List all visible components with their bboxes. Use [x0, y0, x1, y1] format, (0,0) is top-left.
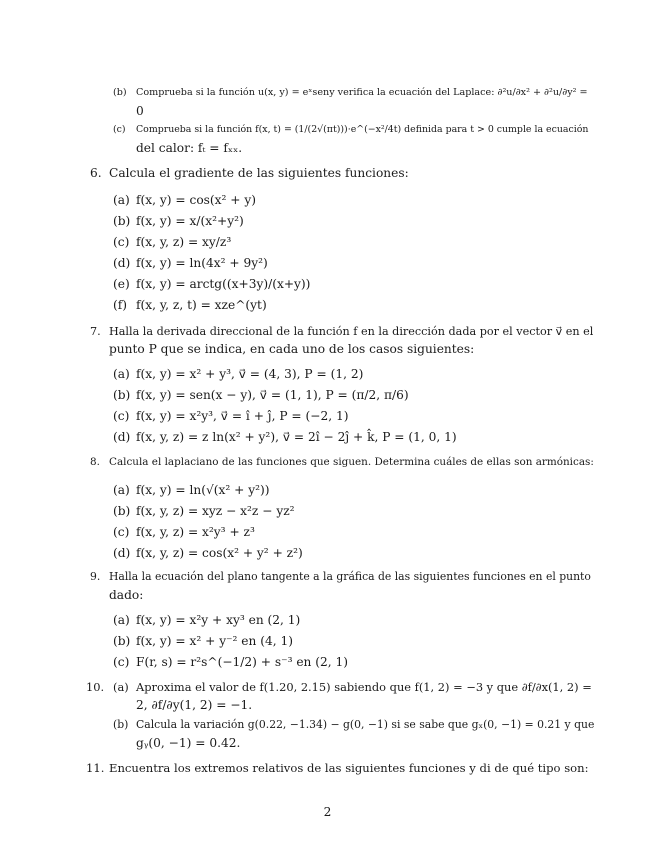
exercise-6-statement — [90, 166, 409, 181]
item-label: (b) — [113, 504, 131, 518]
ex5-item-b-line1 — [113, 87, 588, 99]
item-label: (a) — [113, 613, 130, 627]
ex6-item-b — [113, 214, 244, 229]
item-label: (f) — [113, 298, 128, 312]
ex7-item-a — [113, 367, 363, 382]
exercise-number: 10. — [86, 680, 105, 694]
item-text: f(x, y, z) = cos(x² + y² + z²) — [136, 546, 303, 560]
item-label: (a) — [113, 193, 130, 207]
ex6-item-f — [113, 298, 267, 313]
item-text: f(x, y) = cos(x² + y) — [136, 193, 257, 207]
exercise-7-statement-line2: punto P que se indica, en cada uno de los casos siguientes: — [109, 342, 475, 356]
item-text: f(x, y) = ln(√(x² + y²)) — [136, 483, 270, 497]
statement-text: Calcula el laplaciano de las funciones que siguen. Determina cuáles de ellas son armónicas: — [109, 456, 594, 468]
item-text: Calcula la variación g(0.22, −1.34) − g(0, −1) si se sabe que gₓ(0, −1) = 0.21 y que — [136, 718, 595, 731]
exercise-10-item-a-line2: 2, ∂f/∂y(1, 2) = −1. — [136, 698, 253, 712]
item-label: (e) — [113, 277, 130, 291]
statement-text: Halla la ecuación del plano tangente a la gráfica de las siguientes funciones en el punto — [109, 570, 591, 583]
ex6-item-d — [113, 256, 268, 271]
item-label: (b) — [113, 87, 127, 98]
exercise-number: 8. — [90, 456, 100, 468]
ex8-item-a — [113, 483, 270, 498]
exercise-8-statement — [90, 456, 594, 468]
exercise-number: 11. — [86, 761, 105, 775]
ex6-item-e — [113, 277, 310, 292]
item-label: (b) — [113, 214, 131, 228]
ex5-item-b-line2: 0 — [136, 104, 144, 118]
ex6-item-a — [113, 193, 256, 208]
exercise-number: 9. — [90, 570, 101, 583]
item-text: f(x, y, z) = xy/z³ — [136, 235, 232, 249]
item-text: f(x, y) = x² + y⁻² en (4, 1) — [136, 634, 293, 648]
exercise-10-item-b-line1 — [113, 719, 594, 732]
item-label: (b) — [113, 388, 131, 402]
ex8-item-c — [113, 525, 255, 540]
item-text: f(x, y, z) = xyz − x²z − yz² — [136, 504, 295, 518]
statement-text: Halla la derivada direccional de la función f en la dirección dada por el vector v⃗ en el — [109, 325, 594, 338]
item-label: (c) — [113, 655, 130, 669]
ex9-item-b — [113, 634, 293, 649]
item-text: f(x, y, z) = x²y³ + z³ — [136, 525, 255, 539]
exercise-number: 6. — [90, 166, 102, 180]
item-label: (d) — [113, 256, 131, 270]
statement-text: Calcula el gradiente de las siguientes funciones: — [109, 166, 409, 180]
item-label: (b) — [113, 718, 129, 731]
item-label: (d) — [113, 430, 131, 444]
ex9-item-c — [113, 655, 348, 670]
item-text: Comprueba si la función f(x, t) = (1/(2√(πt)))·e^(−x²/4t) definida para t > 0 cumple la ecuación — [136, 124, 589, 135]
item-label: (c) — [113, 235, 130, 249]
ex7-item-d — [113, 430, 457, 445]
item-text: f(x, y) = x² + y³, v⃗ = (4, 3), P = (1, 2) — [136, 367, 364, 381]
ex8-item-d — [113, 546, 303, 561]
exercise-7-statement-line1 — [90, 325, 593, 338]
item-text: Aproxima el valor de f(1.20, 2.15) sabiendo que f(1, 2) = −3 y que ∂f/∂x(1, 2) = — [136, 680, 592, 694]
exercise-number: 7. — [90, 325, 101, 338]
item-label: (c) — [113, 525, 130, 539]
statement-text: Encuentra los extremos relativos de las siguientes funciones y di de qué tipo son: — [109, 761, 589, 775]
exercise-10-item-a-line1 — [86, 681, 592, 695]
item-text: F(r, s) = r²s^(−1/2) + s⁻³ en (2, 1) — [136, 655, 349, 669]
exercise-10-item-b-line2: gᵧ(0, −1) = 0.42. — [136, 736, 241, 750]
ex5-item-c-line2: del calor: fₜ = fₓₓ. — [136, 141, 243, 155]
item-text: Comprueba si la función u(x, y) = eˣseny verifica la ecuación del Laplace: ∂²u/∂x² + ∂²u/∂y² = — [136, 87, 588, 98]
item-label: (c) — [113, 124, 126, 135]
item-text: f(x, y) = arctg((x+3y)/(x+y)) — [136, 277, 311, 291]
exercise-9-statement-line2: dado: — [109, 588, 144, 602]
item-label: (a) — [113, 367, 130, 381]
item-text: f(x, y) = x²y³, v⃗ = î + ĵ, P = (−2, 1) — [136, 409, 349, 423]
item-label: (a) — [113, 680, 129, 694]
ex8-item-b — [113, 504, 295, 519]
exercise-9-statement-line1 — [90, 571, 591, 584]
item-text: f(x, y) = x²y + xy³ en (2, 1) — [136, 613, 301, 627]
item-text: f(x, y) = ln(4x² + 9y²) — [136, 256, 268, 270]
ex6-item-c — [113, 235, 231, 250]
ex9-item-a — [113, 613, 300, 628]
item-label: (a) — [113, 483, 130, 497]
ex7-item-b — [113, 388, 409, 403]
item-label: (c) — [113, 409, 130, 423]
exercise-11-statement — [86, 762, 589, 776]
item-text: f(x, y, z) = z ln(x² + y²), v⃗ = 2î − 2ĵ + k̂, P = (1, 0, 1) — [136, 430, 457, 444]
item-text: f(x, y) = sen(x − y), v⃗ = (1, 1), P = (π/2, π/6) — [136, 388, 409, 402]
page-number: 2 — [323, 805, 332, 819]
item-text: f(x, y, z, t) = xze^(yt) — [136, 298, 267, 312]
item-text: f(x, y) = x/(x²+y²) — [136, 214, 244, 228]
ex5-item-c-line1 — [113, 124, 588, 135]
item-label: (d) — [113, 546, 131, 560]
ex7-item-c — [113, 409, 348, 424]
item-label: (b) — [113, 634, 131, 648]
